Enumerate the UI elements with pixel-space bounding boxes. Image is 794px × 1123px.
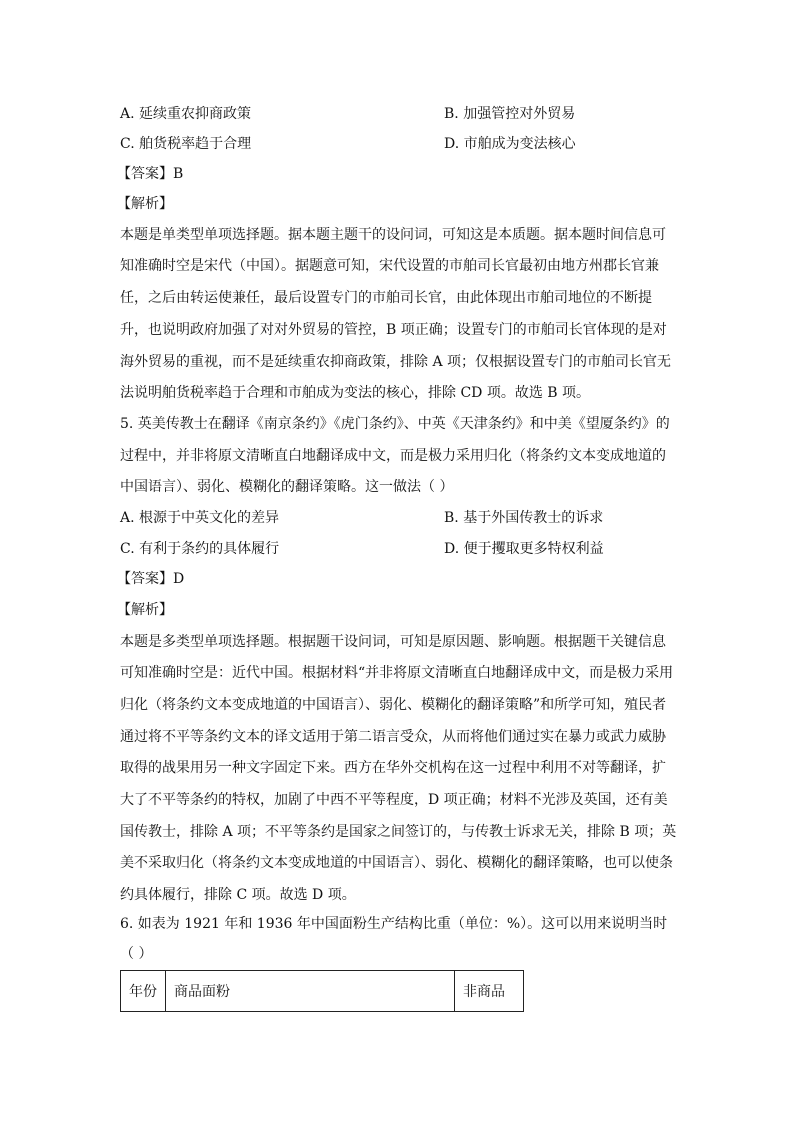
q4-option-b: B. 加强管控对外贸易 (444, 106, 576, 122)
q4-analysis-line: 法说明舶货税率趋于合理和市舶成为变法的核心，排除 CD 项。故选 B 项。 (120, 385, 591, 401)
q4-analysis-line: 任，之后由转运使兼任，最后设置专门的市舶司长官，由此体现出市舶司地位的不断提 (120, 290, 652, 306)
q4-option-a: A. 延续重农抑商政策 (120, 106, 252, 122)
q5-option-c: C. 有利于条约的具体履行 (120, 541, 280, 557)
q5-option-d: D. 便于攫取更多特权利益 (444, 541, 604, 557)
q5-analysis-line: 约具体履行，排除 C 项。故选 D 项。 (120, 887, 356, 903)
q5-option-a: A. 根源于中英文化的差异 (120, 510, 280, 526)
q5-answer: 【答案】D (117, 571, 185, 587)
q4-analysis-label: 【解析】 (117, 196, 173, 212)
q4-option-c: C. 舶货税率趋于合理 (120, 136, 252, 152)
q5-analysis-line: 可知准确时空是：近代中国。根据材料“并非将原文清晰直白地翻译成中文，而是极力采用 (120, 665, 674, 681)
q5-analysis-line: 国传教士，排除 A 项；不平等条约是国家之间签订的，与传教士诉求无关，排除 B 项；英 (120, 824, 677, 840)
q5-analysis-line: 取得的战果用另一种文字固定下来。西方在华外交机构在这一过程中利用不对等翻译，扩 (120, 760, 666, 776)
q4-analysis-line: 升，也说明政府加强了对对外贸易的管控，B 项正确；设置专门的市舶司长官体现的是对 (120, 322, 667, 338)
q5-stem-line: 5. 英美传教士在翻译《南京条约》《虎门条约》、中英《天津条约》和中美《望厦条约》的 (120, 416, 670, 432)
q5-option-b: B. 基于外国传教士的诉求 (444, 510, 604, 526)
table-header-year: 年份 (121, 971, 166, 1012)
q6-stem-line: 6. 如表为 1921 年和 1936 年中国面粉生产结构比重（单位：%）。这可以用来说明当时 (120, 916, 668, 932)
q4-analysis-line: 海外贸易的重视，而不是延续重农抑商政策，排除 A 项；仅根据设置专门的市舶司长官无 (120, 354, 672, 370)
q5-analysis-line: 归化（将条约文本变成地道的中国语言）、弱化、模糊化的翻译策略”和所学可知，殖民者 (120, 697, 667, 713)
q5-analysis-line: 美不采取归化（将条约文本变成地道的中国语言）、弱化、模糊化的翻译策略，也可以使条 (120, 855, 673, 871)
table-header-commercial-flour: 商品面粉 (166, 971, 455, 1012)
q4-answer: 【答案】B (117, 166, 184, 182)
q5-analysis-line: 通过将不平等条约文本的译文适用于第二语言受众，从而将他们通过实在暴力或武力威胁 (120, 729, 666, 745)
q4-option-d: D. 市舶成为变法核心 (444, 136, 576, 152)
table-header-row (121, 971, 524, 1012)
table-header-non-commercial: 非商品 (455, 971, 524, 1012)
q4-analysis-line: 知准确时空是宋代（中国）。据题意可知，宋代设置的市舶司长官最初由地方州郡长官兼 (120, 258, 659, 274)
q5-analysis-line: 本题是多类型单项选择题。根据题干设问词，可知是原因题、影响题。根据题干关键信息 (120, 634, 666, 650)
q5-stem-line: 过程中，并非将原文清晰直白地翻译成中文，而是极力采用归化（将条约文本变成地道的 (120, 448, 666, 464)
q5-stem-line: 中国语言）、弱化、模糊化的翻译策略。这一做法（ ） (120, 479, 454, 495)
q6-table (120, 970, 524, 1012)
q5-analysis-line: 大了不平等条约的特权，加剧了中西不平等程度，D 项正确；材料不光涉及英国，还有美 (120, 792, 668, 808)
q5-analysis-label: 【解析】 (117, 602, 173, 618)
q6-stem-line: （ ） (120, 946, 153, 962)
q4-analysis-line: 本题是单类型单项选择题。据本题主题干的设问词，可知这是本质题。据本题时间信息可 (120, 227, 666, 243)
